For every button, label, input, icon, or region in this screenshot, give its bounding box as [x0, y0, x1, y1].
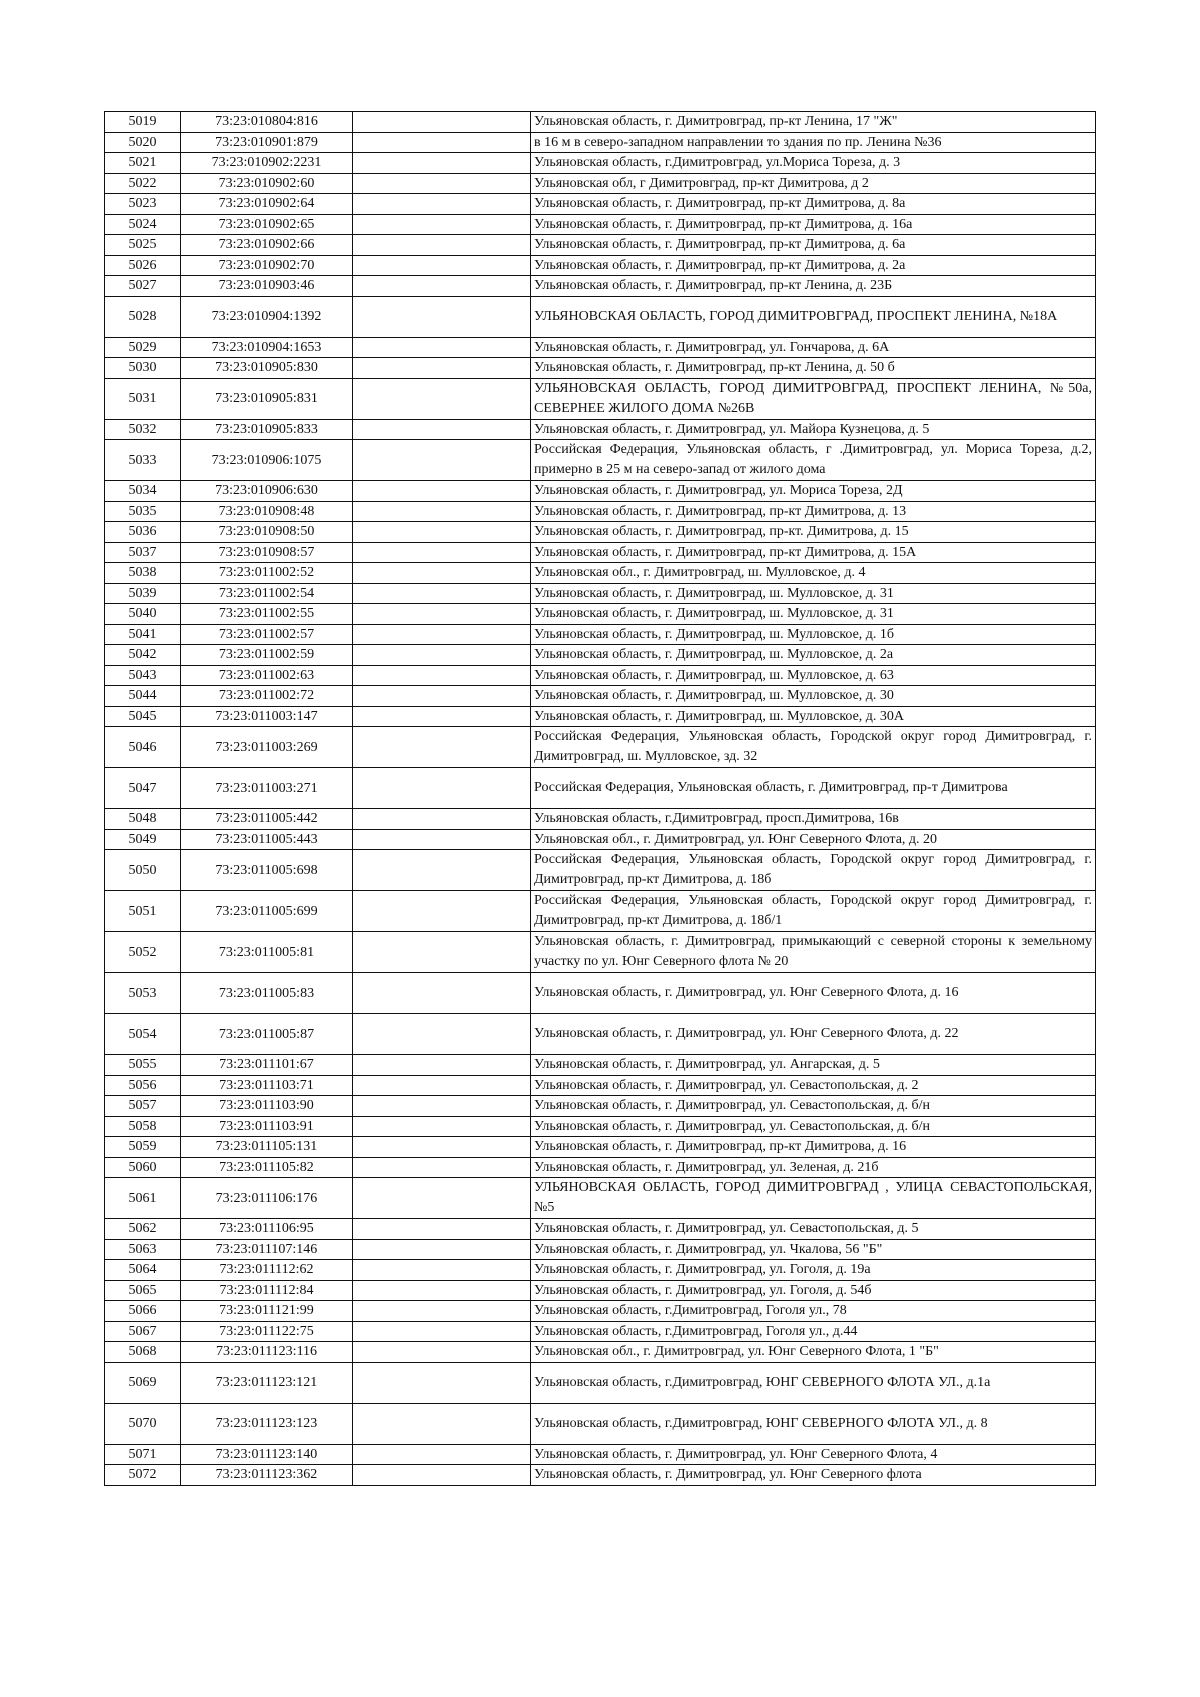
address: Ульяновская область, г. Димитровград, ш. Мулловское, д. 63: [531, 665, 1096, 686]
address: Ульяновская область, г. Димитровград, ул. Севастопольская, д. 2: [531, 1075, 1096, 1096]
row-number: 5044: [105, 686, 181, 707]
row-number: 5043: [105, 665, 181, 686]
address: Российская Федерация, Ульяновская область, г .Димитровград, ул. Мориса Тореза, д.2, примерно в 25 м на северо-запад от жилого дома: [531, 440, 1096, 481]
empty-cell: [353, 1116, 531, 1137]
empty-cell: [353, 1342, 531, 1363]
row-number: 5066: [105, 1301, 181, 1322]
row-number: 5022: [105, 173, 181, 194]
table-row: [105, 665, 1096, 686]
table-row: [105, 604, 1096, 625]
empty-cell: [353, 132, 531, 153]
cadastral-number: 73:23:011112:84: [181, 1280, 353, 1301]
empty-cell: [353, 1178, 531, 1219]
address: Ульяновская область, г. Димитровград, ул. Севастопольская, д. 5: [531, 1219, 1096, 1240]
row-number: 5045: [105, 706, 181, 727]
cadastral-number: 73:23:011107:146: [181, 1239, 353, 1260]
table-row: [105, 337, 1096, 358]
address: Ульяновская обл., г. Димитровград, ш. Мулловское, д. 4: [531, 563, 1096, 584]
row-number: 5071: [105, 1444, 181, 1465]
cadastral-number: 73:23:011002:52: [181, 563, 353, 584]
address: Ульяновская область, г. Димитровград, ул. Севастопольская, д. б/н: [531, 1116, 1096, 1137]
cadastral-number: 73:23:011003:147: [181, 706, 353, 727]
address: Ульяновская область, г. Димитровград, ул. Ангарская, д. 5: [531, 1055, 1096, 1076]
address: Ульяновская область, г. Димитровград, пр-кт Димитрова, д. 6а: [531, 235, 1096, 256]
cadastral-number: 73:23:011112:62: [181, 1260, 353, 1281]
address: Ульяновская область, г. Димитровград, пр-кт Димитрова, д. 2а: [531, 255, 1096, 276]
empty-cell: [353, 481, 531, 502]
cadastral-number: 73:23:011005:699: [181, 891, 353, 932]
address: Ульяновская область, г. Димитровград, ул. Мориса Тореза, 2Д: [531, 481, 1096, 502]
cadastral-number: 73:23:011002:63: [181, 665, 353, 686]
address: Ульяновская область, г. Димитровград, ул. Майора Кузнецова, д. 5: [531, 419, 1096, 440]
table-row: [105, 276, 1096, 297]
cadastral-number: 73:23:011106:95: [181, 1219, 353, 1240]
row-number: 5032: [105, 419, 181, 440]
table-row: [105, 522, 1096, 543]
empty-cell: [353, 1055, 531, 1076]
row-number: 5052: [105, 932, 181, 973]
table-row: [105, 1321, 1096, 1342]
address: Ульяновская область, г. Димитровград, ул. Зеленая, д. 21б: [531, 1157, 1096, 1178]
empty-cell: [353, 829, 531, 850]
row-number: 5036: [105, 522, 181, 543]
empty-cell: [353, 1465, 531, 1486]
cadastral-number: 73:23:011005:87: [181, 1014, 353, 1055]
empty-cell: [353, 932, 531, 973]
empty-cell: [353, 1157, 531, 1178]
table-row: [105, 358, 1096, 379]
cadastral-number: 73:23:011106:176: [181, 1178, 353, 1219]
row-number: 5035: [105, 501, 181, 522]
address: Российская Федерация, Ульяновская область, Городской округ город Димитровград, г. Димитровград, пр-кт Димитрова, д. 18б: [531, 850, 1096, 891]
address: Ульяновская область, г. Димитровград, пр-кт Димитрова, д. 16: [531, 1137, 1096, 1158]
cadastral-number: 73:23:010906:1075: [181, 440, 353, 481]
address: Ульяновская область, г. Димитровград, ул. Юнг Северного флота: [531, 1465, 1096, 1486]
address: Ульяновская обл, г Димитровград, пр-кт Димитрова, д 2: [531, 173, 1096, 194]
row-number: 5038: [105, 563, 181, 584]
cadastral-number: 73:23:011005:83: [181, 973, 353, 1014]
table-row: [105, 1444, 1096, 1465]
address: Российская Федерация, Ульяновская область, г. Димитровград, пр-т Димитрова: [531, 768, 1096, 809]
row-number: 5030: [105, 358, 181, 379]
empty-cell: [353, 686, 531, 707]
cadastral-number: 73:23:010908:50: [181, 522, 353, 543]
cadastral-number: 73:23:011123:362: [181, 1465, 353, 1486]
address: Ульяновская область, г. Димитровград, пр-кт Димитрова, д. 15А: [531, 542, 1096, 563]
empty-cell: [353, 706, 531, 727]
table-row: [105, 1239, 1096, 1260]
empty-cell: [353, 624, 531, 645]
row-number: 5058: [105, 1116, 181, 1137]
row-number: 5065: [105, 1280, 181, 1301]
empty-cell: [353, 809, 531, 830]
address: УЛЬЯНОВСКАЯ ОБЛАСТЬ, ГОРОД ДИМИТРОВГРАД, ПРОСПЕКТ ЛЕНИНА, №18А: [531, 296, 1096, 337]
empty-cell: [353, 1444, 531, 1465]
address: Ульяновская область, г. Димитровград, ш. Мулловское, д. 30: [531, 686, 1096, 707]
address: Российская Федерация, Ульяновская область, Городской округ город Димитровград, г. Димитровград, ш. Мулловское, зд. 32: [531, 727, 1096, 768]
empty-cell: [353, 1239, 531, 1260]
row-number: 5064: [105, 1260, 181, 1281]
cadastral-number: 73:23:011101:67: [181, 1055, 353, 1076]
table-row: [105, 419, 1096, 440]
address: Ульяновская область, г.Димитровград, Гоголя ул., 78: [531, 1301, 1096, 1322]
table-row: [105, 255, 1096, 276]
cadastral-number: 73:23:011103:91: [181, 1116, 353, 1137]
row-number: 5050: [105, 850, 181, 891]
address: Ульяновская область, г. Димитровград, ул. Юнг Северного Флота, д. 22: [531, 1014, 1096, 1055]
row-number: 5040: [105, 604, 181, 625]
table-row: [105, 235, 1096, 256]
address: Ульяновская область, г. Димитровград, ул. Чкалова, 56 "Б": [531, 1239, 1096, 1260]
cadastral-number: 73:23:011002:72: [181, 686, 353, 707]
address: Ульяновская область, г. Димитровград, ул. Гончарова, д. 6А: [531, 337, 1096, 358]
empty-cell: [353, 665, 531, 686]
table-row: [105, 727, 1096, 768]
cadastral-number: 73:23:010902:70: [181, 255, 353, 276]
empty-cell: [353, 255, 531, 276]
cadastral-number: 73:23:010906:630: [181, 481, 353, 502]
address: Ульяновская область, г. Димитровград, ул. Юнг Северного Флота, д. 16: [531, 973, 1096, 1014]
table-row: [105, 153, 1096, 174]
empty-cell: [353, 235, 531, 256]
empty-cell: [353, 727, 531, 768]
cadastral-register-table: [104, 111, 1096, 1486]
table-row: [105, 891, 1096, 932]
address: Ульяновская область, г. Димитровград, ш. Мулловское, д. 2а: [531, 645, 1096, 666]
empty-cell: [353, 563, 531, 584]
table-row: [105, 1342, 1096, 1363]
empty-cell: [353, 214, 531, 235]
cadastral-number: 73:23:010903:46: [181, 276, 353, 297]
table-row: [105, 829, 1096, 850]
address: Ульяновская область, г. Димитровград, ул. Гоголя, д. 54б: [531, 1280, 1096, 1301]
cadastral-number: 73:23:011002:57: [181, 624, 353, 645]
table-row: [105, 1362, 1096, 1403]
row-number: 5046: [105, 727, 181, 768]
empty-cell: [353, 194, 531, 215]
table-row: [105, 1280, 1096, 1301]
row-number: 5062: [105, 1219, 181, 1240]
address: в 16 м в северо-западном направлении то здания по пр. Ленина №36: [531, 132, 1096, 153]
address: Ульяновская область, г.Димитровград, просп.Димитрова, 16в: [531, 809, 1096, 830]
address: УЛЬЯНОВСКАЯ ОБЛАСТЬ, ГОРОД ДИМИТРОВГРАД , УЛИЦА СЕВАСТОПОЛЬСКАЯ, №5: [531, 1178, 1096, 1219]
table-row: [105, 1465, 1096, 1486]
address: Ульяновская область, г. Димитровград, пр-кт Димитрова, д. 8а: [531, 194, 1096, 215]
address: Ульяновская обл., г. Димитровград, ул. Юнг Северного Флота, 1 "Б": [531, 1342, 1096, 1363]
empty-cell: [353, 1301, 531, 1322]
row-number: 5019: [105, 112, 181, 133]
address: Ульяновская область, г. Димитровград, ш. Мулловское, д. 31: [531, 583, 1096, 604]
row-number: 5027: [105, 276, 181, 297]
address: Ульяновская область, г. Димитровград, пр-кт Ленина, д. 50 б: [531, 358, 1096, 379]
row-number: 5054: [105, 1014, 181, 1055]
address: Ульяновская область, г.Димитровград, Гоголя ул., д.44: [531, 1321, 1096, 1342]
empty-cell: [353, 153, 531, 174]
row-number: 5034: [105, 481, 181, 502]
address: Ульяновская область, г.Димитровград, ЮНГ СЕВЕРНОГО ФЛОТА УЛ., д. 8: [531, 1403, 1096, 1444]
cadastral-number: 73:23:010908:48: [181, 501, 353, 522]
table-body: [105, 112, 1096, 1486]
table-row: [105, 214, 1096, 235]
empty-cell: [353, 973, 531, 1014]
cadastral-number: 73:23:011002:54: [181, 583, 353, 604]
address: Ульяновская область, г. Димитровград, примыкающий с северной стороны к земельному участку по ул. Юнг Северного флота № 20: [531, 932, 1096, 973]
cadastral-number: 73:23:011123:116: [181, 1342, 353, 1363]
cadastral-number: 73:23:011105:82: [181, 1157, 353, 1178]
row-number: 5026: [105, 255, 181, 276]
address: УЛЬЯНОВСКАЯ ОБЛАСТЬ, ГОРОД ДИМИТРОВГРАД, ПРОСПЕКТ ЛЕНИНА, №50а, СЕВЕРНЕЕ ЖИЛОГО ДОМА №26В: [531, 378, 1096, 419]
address: Ульяновская область, г. Димитровград, ул. Гоголя, д. 19а: [531, 1260, 1096, 1281]
empty-cell: [353, 1014, 531, 1055]
table-row: [105, 501, 1096, 522]
row-number: 5033: [105, 440, 181, 481]
row-number: 5020: [105, 132, 181, 153]
table-row: [105, 1157, 1096, 1178]
address: Ульяновская область, г. Димитровград, пр-кт Ленина, д. 23Б: [531, 276, 1096, 297]
row-number: 5051: [105, 891, 181, 932]
cadastral-number: 73:23:010905:830: [181, 358, 353, 379]
row-number: 5029: [105, 337, 181, 358]
row-number: 5057: [105, 1096, 181, 1117]
empty-cell: [353, 522, 531, 543]
empty-cell: [353, 1075, 531, 1096]
table-row: [105, 1055, 1096, 1076]
row-number: 5028: [105, 296, 181, 337]
table-row: [105, 563, 1096, 584]
row-number: 5068: [105, 1342, 181, 1363]
cadastral-number: 73:23:011103:90: [181, 1096, 353, 1117]
empty-cell: [353, 1219, 531, 1240]
cadastral-number: 73:23:010902:64: [181, 194, 353, 215]
address: Ульяновская область, г.Димитровград, ЮНГ СЕВЕРНОГО ФЛОТА УЛ., д.1а: [531, 1362, 1096, 1403]
address: Ульяновская область, г. Димитровград, ш. Мулловское, д. 31: [531, 604, 1096, 625]
cadastral-number: 73:23:011123:121: [181, 1362, 353, 1403]
row-number: 5060: [105, 1157, 181, 1178]
cadastral-number: 73:23:010902:66: [181, 235, 353, 256]
empty-cell: [353, 1280, 531, 1301]
empty-cell: [353, 419, 531, 440]
cadastral-number: 73:23:011003:271: [181, 768, 353, 809]
table-row: [105, 1014, 1096, 1055]
table-row: [105, 686, 1096, 707]
table-row: [105, 706, 1096, 727]
row-number: 5037: [105, 542, 181, 563]
row-number: 5041: [105, 624, 181, 645]
table-row: [105, 1301, 1096, 1322]
address: Ульяновская область, г. Димитровград, пр-кт Димитрова, д. 13: [531, 501, 1096, 522]
table-row: [105, 542, 1096, 563]
empty-cell: [353, 1137, 531, 1158]
cadastral-number: 73:23:011005:698: [181, 850, 353, 891]
table-row: [105, 583, 1096, 604]
row-number: 5047: [105, 768, 181, 809]
empty-cell: [353, 604, 531, 625]
empty-cell: [353, 1260, 531, 1281]
empty-cell: [353, 112, 531, 133]
cadastral-number: 73:23:011123:123: [181, 1403, 353, 1444]
empty-cell: [353, 645, 531, 666]
table-row: [105, 112, 1096, 133]
row-number: 5042: [105, 645, 181, 666]
cadastral-number: 73:23:011002:55: [181, 604, 353, 625]
cadastral-number: 73:23:011122:75: [181, 1321, 353, 1342]
table-row: [105, 1403, 1096, 1444]
table-row: [105, 645, 1096, 666]
table-row: [105, 1096, 1096, 1117]
empty-cell: [353, 542, 531, 563]
address: Ульяновская область, г.Димитровград, ул.Мориса Тореза, д. 3: [531, 153, 1096, 174]
row-number: 5067: [105, 1321, 181, 1342]
row-number: 5031: [105, 378, 181, 419]
address: Ульяновская область, г. Димитровград, ул. Севастопольская, д. б/н: [531, 1096, 1096, 1117]
table-row: [105, 768, 1096, 809]
empty-cell: [353, 501, 531, 522]
empty-cell: [353, 583, 531, 604]
row-number: 5023: [105, 194, 181, 215]
cadastral-number: 73:23:010902:65: [181, 214, 353, 235]
row-number: 5059: [105, 1137, 181, 1158]
empty-cell: [353, 337, 531, 358]
table-row: [105, 624, 1096, 645]
cadastral-number: 73:23:010902:2231: [181, 153, 353, 174]
address: Ульяновская область, г. Димитровград, ш. Мулловское, д. 30А: [531, 706, 1096, 727]
table-row: [105, 1260, 1096, 1281]
cadastral-number: 73:23:011121:99: [181, 1301, 353, 1322]
empty-cell: [353, 1403, 531, 1444]
table-row: [105, 973, 1096, 1014]
row-number: 5048: [105, 809, 181, 830]
cadastral-number: 73:23:010804:816: [181, 112, 353, 133]
cadastral-number: 73:23:011005:442: [181, 809, 353, 830]
address: Ульяновская область, г. Димитровград, пр-кт Ленина, 17 "Ж": [531, 112, 1096, 133]
address: Ульяновская область, г. Димитровград, пр-кт Димитрова, д. 16а: [531, 214, 1096, 235]
table-row: [105, 194, 1096, 215]
cadastral-number: 73:23:011003:269: [181, 727, 353, 768]
row-number: 5061: [105, 1178, 181, 1219]
cadastral-number: 73:23:011005:81: [181, 932, 353, 973]
row-number: 5063: [105, 1239, 181, 1260]
cadastral-number: 73:23:010901:879: [181, 132, 353, 153]
row-number: 5069: [105, 1362, 181, 1403]
empty-cell: [353, 1096, 531, 1117]
address: Ульяновская область, г. Димитровград, ул. Юнг Северного Флота, 4: [531, 1444, 1096, 1465]
empty-cell: [353, 1321, 531, 1342]
table-row: [105, 1219, 1096, 1240]
table-row: [105, 1075, 1096, 1096]
row-number: 5053: [105, 973, 181, 1014]
table-row: [105, 1137, 1096, 1158]
empty-cell: [353, 296, 531, 337]
table-row: [105, 1116, 1096, 1137]
table-row: [105, 850, 1096, 891]
empty-cell: [353, 276, 531, 297]
table-row: [105, 378, 1096, 419]
cadastral-number: 73:23:011123:140: [181, 1444, 353, 1465]
table-row: [105, 440, 1096, 481]
cadastral-number: 73:23:010904:1392: [181, 296, 353, 337]
row-number: 5024: [105, 214, 181, 235]
cadastral-number: 73:23:010905:833: [181, 419, 353, 440]
row-number: 5025: [105, 235, 181, 256]
row-number: 5055: [105, 1055, 181, 1076]
cadastral-number: 73:23:011105:131: [181, 1137, 353, 1158]
empty-cell: [353, 891, 531, 932]
cadastral-number: 73:23:010902:60: [181, 173, 353, 194]
address: Российская Федерация, Ульяновская область, Городской округ город Димитровград, г. Димитровград, пр-кт Димитрова, д. 18б/1: [531, 891, 1096, 932]
table-row: [105, 132, 1096, 153]
row-number: 5056: [105, 1075, 181, 1096]
table-row: [105, 173, 1096, 194]
row-number: 5049: [105, 829, 181, 850]
cadastral-number: 73:23:011002:59: [181, 645, 353, 666]
empty-cell: [353, 768, 531, 809]
table-row: [105, 932, 1096, 973]
row-number: 5070: [105, 1403, 181, 1444]
empty-cell: [353, 378, 531, 419]
row-number: 5039: [105, 583, 181, 604]
row-number: 5072: [105, 1465, 181, 1486]
row-number: 5021: [105, 153, 181, 174]
cadastral-number: 73:23:010908:57: [181, 542, 353, 563]
table-row: [105, 481, 1096, 502]
cadastral-number: 73:23:010904:1653: [181, 337, 353, 358]
empty-cell: [353, 358, 531, 379]
empty-cell: [353, 1362, 531, 1403]
address: Ульяновская обл., г. Димитровград, ул. Юнг Северного Флота, д. 20: [531, 829, 1096, 850]
cadastral-number: 73:23:011103:71: [181, 1075, 353, 1096]
empty-cell: [353, 850, 531, 891]
empty-cell: [353, 173, 531, 194]
address: Ульяновская область, г. Димитровград, пр-кт. Димитрова, д. 15: [531, 522, 1096, 543]
address: Ульяновская область, г. Димитровград, ш. Мулловское, д. 1б: [531, 624, 1096, 645]
cadastral-number: 73:23:010905:831: [181, 378, 353, 419]
table-row: [105, 1178, 1096, 1219]
table-row: [105, 809, 1096, 830]
empty-cell: [353, 440, 531, 481]
cadastral-number: 73:23:011005:443: [181, 829, 353, 850]
table-row: [105, 296, 1096, 337]
